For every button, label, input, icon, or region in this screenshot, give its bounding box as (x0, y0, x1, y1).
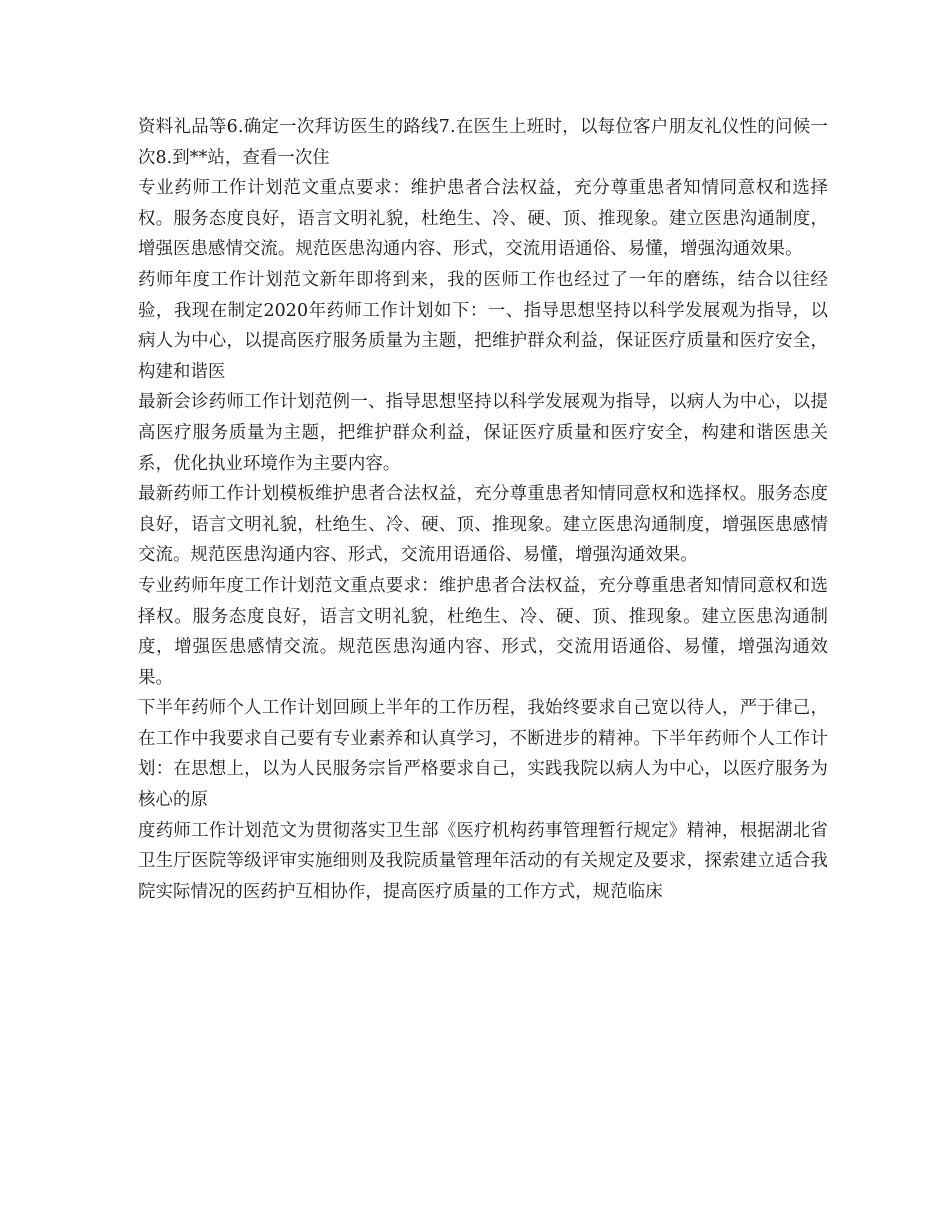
paragraph-second-half-plan: 下半年药师个人工作计划回顾上半年的工作历程，我始终要求自己宽以待人，严于律己，在工作中我要求自己要有专业素养和认真学习，不断进步的精神。下半年药师个人工作计划：在思想上，以为人民服务宗旨严格要求自己，实践我院以病人为中心，以医疗服务为核心的原 (138, 698, 828, 811)
paragraph-visit-steps: 资料礼品等6.确定一次拜访医生的路线7.在医生上班时，以每位客户朋友礼仪性的问候一次8.到**站，查看一次住 (138, 117, 828, 168)
paragraph-pharmacy-regulation-plan: 度药师工作计划范文为贯彻落实卫生部《医疗机构药事管理暂行规定》精神，根据湖北省卫生厅医院等级评审实施细则及我院质量管理年活动的有关规定及要求，探索建立适合我院实际情况的医药护互相协作，提高医疗质量的工作方式，规范临床 (138, 820, 828, 902)
paragraph-consultation-plan: 最新会诊药师工作计划范例一、指导思想坚持以科学发展观为指导，以病人为中心，以提高医疗服务质量为主题，把维护群众利益，保证医疗质量和医疗安全，构建和谐医患关系，优化执业环境作为主要内容。 (138, 392, 828, 474)
paragraph-professional-annual-plan: 专业药师年度工作计划范文重点要求：维护患者合法权益，充分尊重患者知情同意权和选择权。服务态度良好，语言文明礼貌，杜绝生、冷、硬、顶、推现象。建立医患沟通制度，增强医患感情交流。规范医患沟通内容、形式，交流用语通俗、易懂，增强沟通效果。 (138, 575, 828, 688)
paragraph-annual-plan: 药师年度工作计划范文新年即将到来，我的医师工作也经过了一年的磨练，结合以往经验，我现在制定2020年药师工作计划如下：一、指导思想坚持以科学发展观为指导，以病人为中心，以提高医疗服务质量为主题，把维护群众利益，保证医疗质量和医疗安全，构建和谐医 (138, 269, 828, 382)
paragraph-plan-template: 最新药师工作计划模板维护患者合法权益，充分尊重患者知情同意权和选择权。服务态度良好，语言文明礼貌，杜绝生、冷、硬、顶、推现象。建立医患沟通制度，增强医患感情交流。规范医患沟通内容、形式，交流用语通俗、易懂，增强沟通效果。 (138, 484, 828, 566)
document-body (138, 112, 828, 907)
paragraph-professional-plan: 专业药师工作计划范文重点要求：维护患者合法权益，充分尊重患者知情同意权和选择权。服务态度良好，语言文明礼貌，杜绝生、冷、硬、顶、推现象。建立医患沟通制度，增强医患感情交流。规范医患沟通内容、形式，交流用语通俗、易懂，增强沟通效果。 (138, 178, 828, 260)
